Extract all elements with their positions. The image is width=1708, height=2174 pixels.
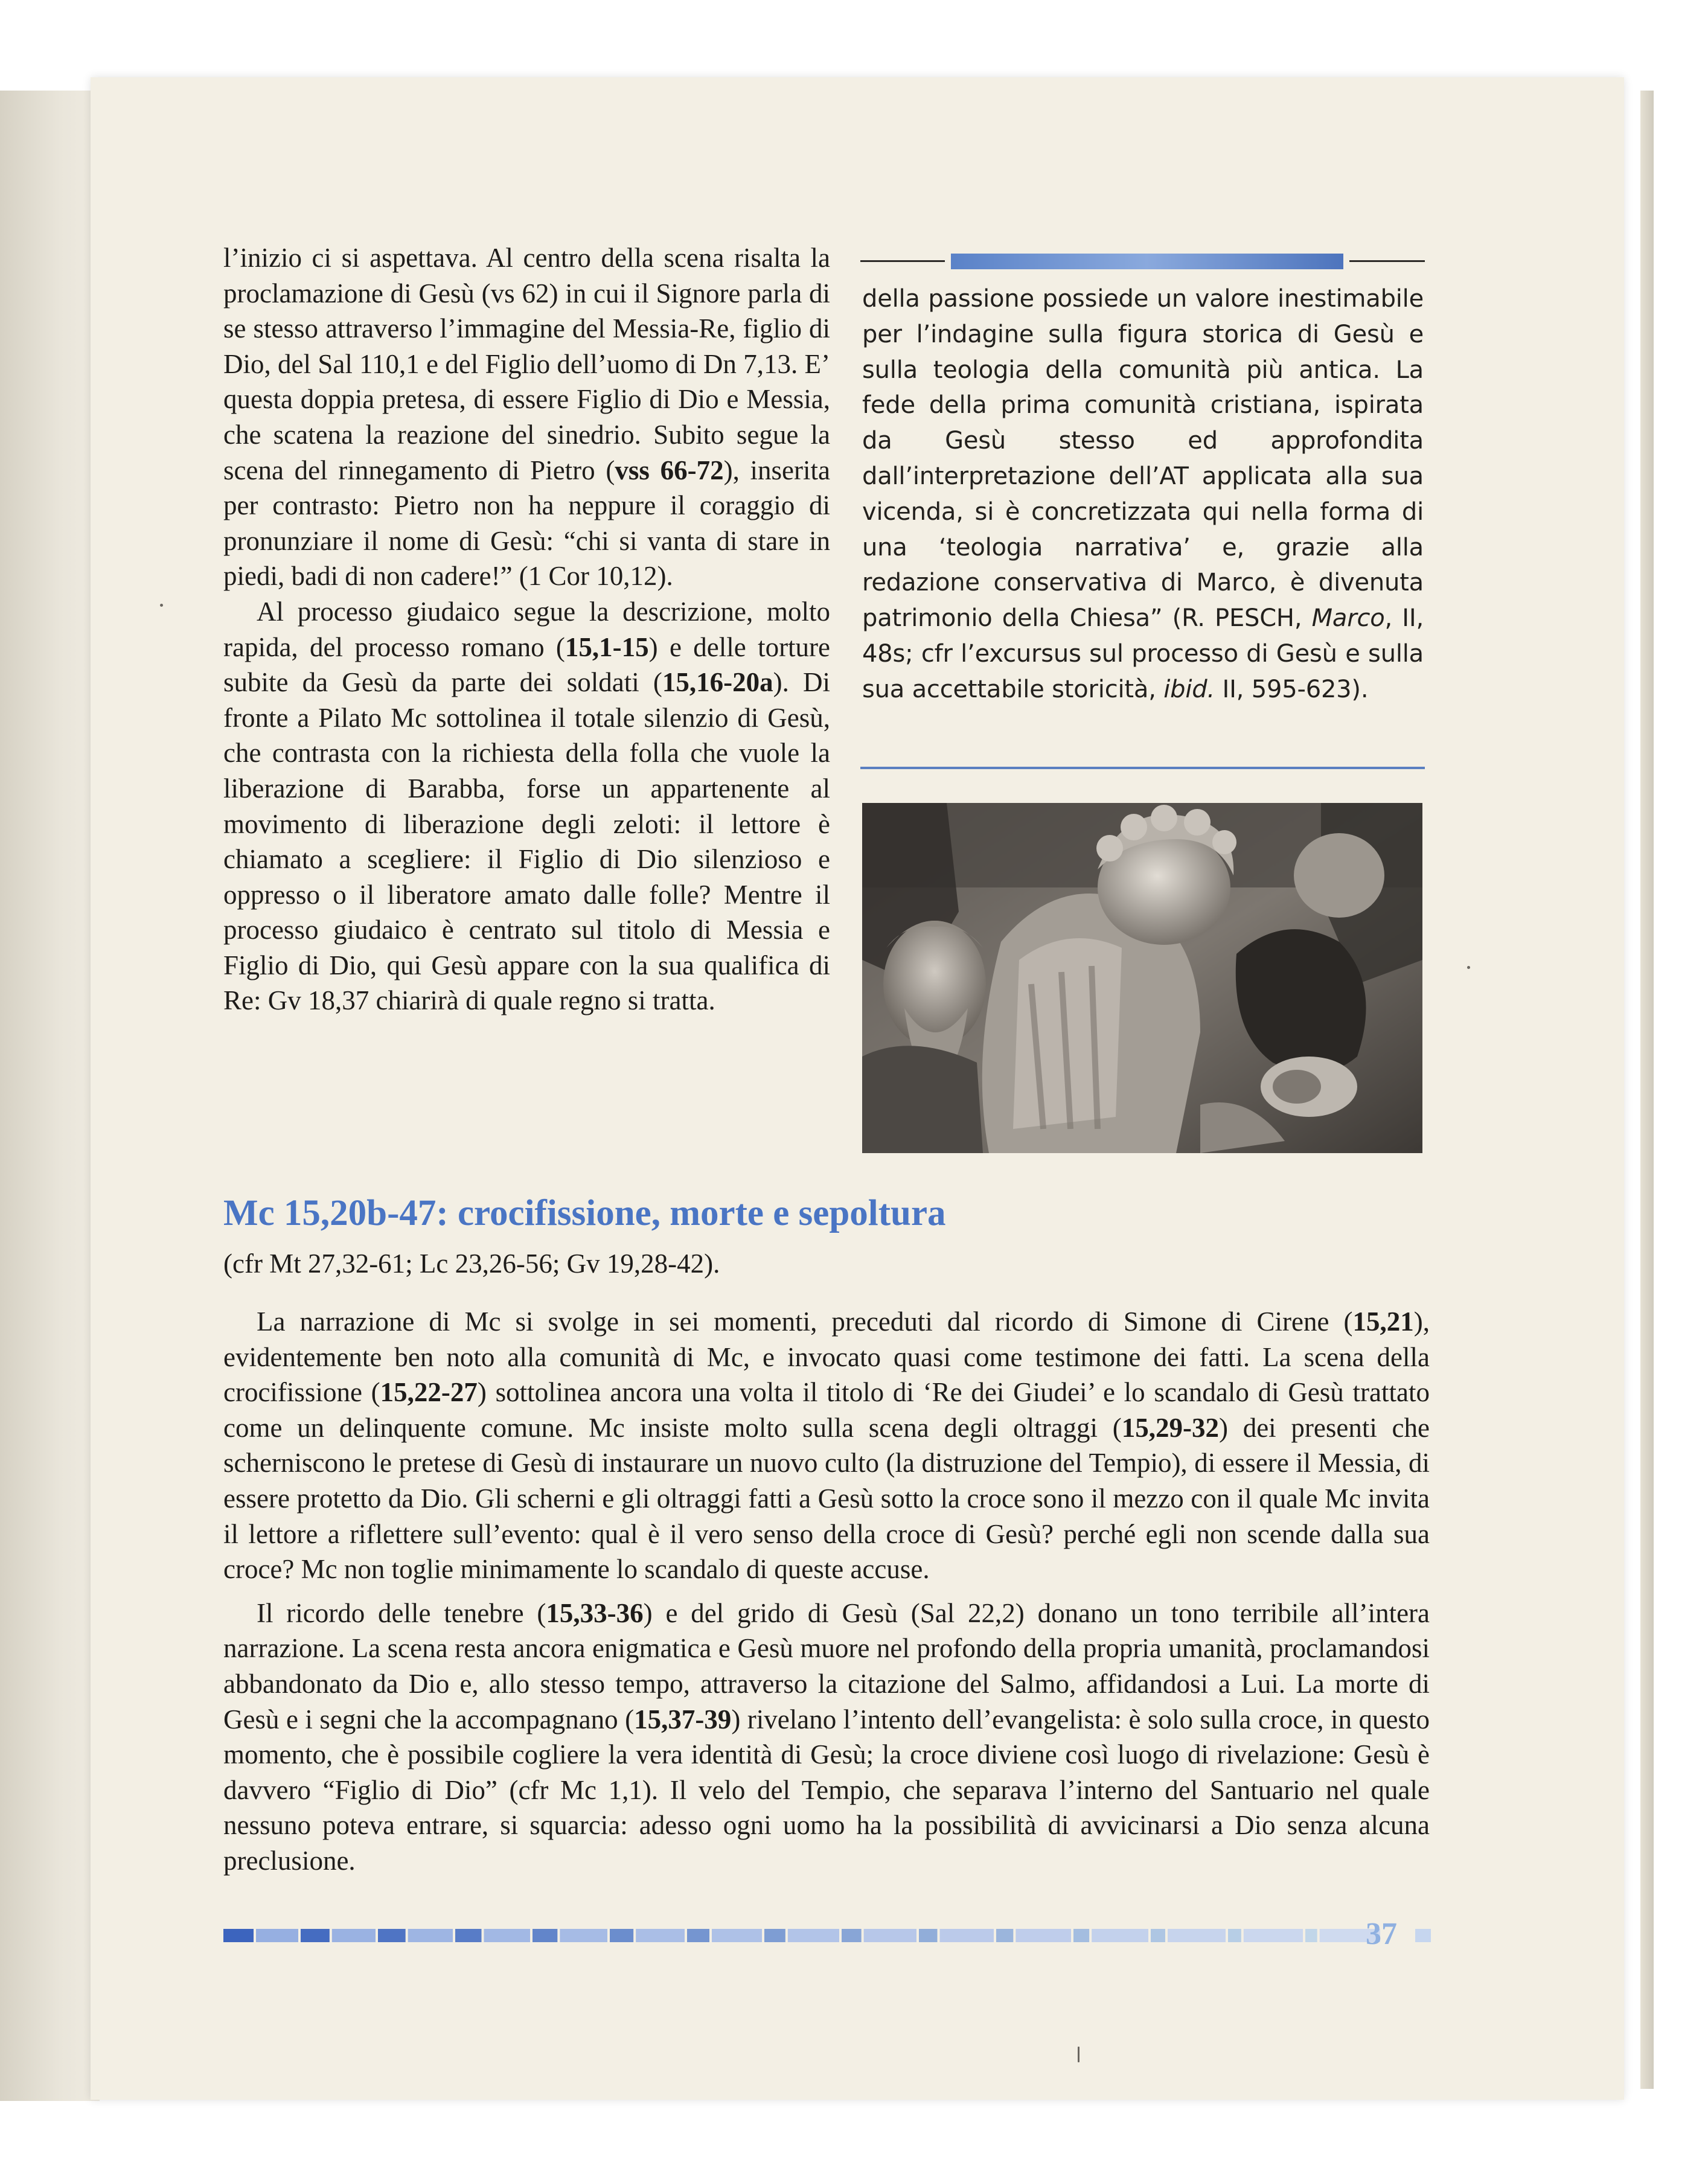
footer-bar-block	[788, 1929, 839, 1942]
text-run: ) e delle torture subite da Gesù da parte dei soldati (	[223, 631, 831, 698]
left-column-text	[223, 240, 830, 1018]
verse-reference: 15,29-32	[1121, 1412, 1219, 1443]
text-run: ) dei presenti che scherniscono le pretese di Gesù di instaurare un nuovo culto (la distruzione del Tempio), di essere il Messia, di essere protetto da Dio. Gli scherni e gli oltraggi fatti a Gesù sotto la croce sono il mezzo con il quale Mc invita il lettore a riflettere sull’evento: qual è il vero senso della croce di Gesù? perché egli non scende dalla sua croce? Mc non toglie minimamente lo scandalo di queste accuse.	[223, 1412, 1430, 1585]
text-run: ) e del grido di Gesù (Sal 22,2) donano un tono terribile all’intera narrazione. La scena resta ancora enigmatica e Gesù muore nel profondo della propria umanità, proclamandosi abbandonato da Dio e, allo stesso tempo, attraverso la citazione del Salmo, affidandosi a Lui. La morte di Gesù e i segni che la accompagnano (	[223, 1597, 1430, 1734]
footer-bar-block	[864, 1929, 916, 1942]
sidebar-rule-right	[1349, 260, 1425, 262]
footer-bar-block	[1151, 1929, 1165, 1942]
footer-bar-block	[1244, 1929, 1303, 1942]
page-edge	[1640, 91, 1654, 2089]
italic-citation: ibid.	[1163, 675, 1215, 703]
sidebar-rule-band	[951, 252, 1600, 270]
footer-bar-block	[1073, 1929, 1089, 1942]
footer-bar-block	[256, 1929, 298, 1942]
verse-reference: 15,22-27	[380, 1377, 478, 1408]
scan-speck	[1467, 966, 1470, 969]
scan-speck	[160, 604, 163, 607]
section-subheading: (cfr Mt 27,32-61; Lc 23,26-56; Gv 19,28-42).	[223, 1248, 720, 1279]
footer-bar-block	[842, 1929, 862, 1942]
paragraph	[223, 1304, 1430, 1587]
text-run: ), evidentemente ben noto alla comunità di Mc, e invocato quasi come testimone dei fatti. La scena della crocifissione (	[223, 1306, 1430, 1408]
book-spine-shadow	[0, 91, 100, 2101]
verse-reference: 15,16-20a	[662, 667, 773, 698]
footer-bar-block	[1092, 1929, 1148, 1942]
text-run: l’inizio ci si aspettava. Al centro della scena risalta la proclamazione di Gesù (vs 62) in cui il Signore parla di se stesso attraverso l’immagine del Messia-Re, figlio di Dio, del Sal 110,1 e del Figlio dell’uomo di Dn 7,13. E’ questa doppia pretesa, di essere Figlio di Dio e Messia, che scatena la reazione del sinedrio. Subito segue la scena del rinnegamento di Pietro (	[223, 243, 830, 485]
section-body-text	[223, 1304, 1430, 1879]
sculpture-photo	[862, 803, 1422, 1153]
footer-bar-block	[939, 1929, 994, 1942]
text-run: , II, 48s; cfr l’excursus sul processo di Gesù e sulla sua accettabile storicità,	[862, 604, 1424, 703]
sidebar-rule-left	[860, 260, 945, 262]
footer-bar-block	[560, 1929, 607, 1942]
paragraph	[223, 240, 830, 594]
paragraph	[223, 594, 830, 1018]
footer-bar-block	[996, 1929, 1013, 1942]
text-run: ) sottolinea ancora una volta il titolo di ‘Re dei Giudei’ e lo scandalo di Gesù trattato come un delinquente comune. Mc insiste molto sulla scena degli oltraggi (	[223, 1377, 1430, 1443]
footer-bar-block	[1016, 1929, 1071, 1942]
italic-citation: Marco	[1311, 604, 1385, 633]
footer-bar-block	[378, 1929, 406, 1942]
text-run: Al processo giudaico segue la descrizione, molto rapida, del processo romano (	[223, 596, 830, 662]
footer-bar-block	[610, 1929, 633, 1942]
page-number: 37	[1366, 1917, 1397, 1951]
verse-reference: vss 66-72	[615, 455, 724, 485]
verse-reference: 15,21	[1352, 1306, 1414, 1337]
text-run: II, 595-623).	[1214, 675, 1369, 703]
sidebar-quote	[862, 281, 1424, 708]
text-run: ) rivelano l’intento dell’evangelista: è solo sulla croce, in questo momento, che è possibile cogliere la vera identità di Gesù; la croce diviene così luogo di rivelazione: Gesù è davvero “Figlio di Dio” (cfr Mc 1,1). Il velo del Tempio, che separava l’interno del Santuario nel quale nessuno poteva entrare, si squarcia: adesso ogni uomo ha la possibilità di avvicinarsi a Dio senza alcuna preclusione.	[223, 1704, 1430, 1876]
footer-bar-block	[1168, 1929, 1226, 1942]
scan-speck	[1078, 2047, 1079, 2062]
footer-bar-block	[332, 1929, 376, 1942]
text-run: della passione possiede un valore inestimabile per l’indagine sulla figura storica di Gesù e sulla teologia della comunità più antica. La fede della prima comunità cristiana, ispirata da Gesù stesso ed approfondita dall’interpretazione dell’AT applicata alla sua vicenda, si è concretizzata qui nella forma di una ‘teologia narrativa’ e, grazie alla redazione conservativa di Marco, è divenuta patrimonio della Chiesa” (R. PESCH,	[862, 285, 1424, 633]
footer-bar-tail	[1415, 1929, 1431, 1942]
sculpture-relief-image	[862, 803, 1422, 1153]
footer-bar-block	[1228, 1929, 1241, 1942]
footer-bar-block	[919, 1929, 937, 1942]
footer-bar-block	[223, 1929, 254, 1942]
footer-bar-block	[1305, 1929, 1317, 1942]
footer-bar-block	[764, 1929, 785, 1942]
verse-reference: 15,33-36	[546, 1597, 644, 1628]
section-heading: Mc 15,20b-47: crocifissione, morte e sepoltura	[223, 1193, 946, 1233]
footer-decorative-bar	[223, 1929, 1413, 1942]
sidebar-bottom-rule	[860, 767, 1425, 769]
footer-bar-block	[484, 1929, 530, 1942]
text-run: ), inserita per contrasto: Pietro non ha neppure il coraggio di pronunziare il nome di Gesù: “chi si vanta di stare in piedi, badi di non cadere!” (1 Cor 10,12).	[223, 455, 830, 592]
footer-bar-block	[455, 1929, 481, 1942]
sidebar-top-rule	[860, 252, 1425, 270]
text-run: Il ricordo delle tenebre (	[257, 1597, 546, 1628]
footer-bar-block	[408, 1929, 453, 1942]
sidebar-paragraph	[862, 281, 1424, 708]
footer-bar-block	[301, 1929, 330, 1942]
paragraph	[223, 1596, 1430, 1879]
verse-reference: 15,37-39	[634, 1704, 732, 1734]
footer-bar-block	[712, 1929, 762, 1942]
text-run: La narrazione di Mc si svolge in sei momenti, preceduti dal ricordo di Simone di Cirene (	[257, 1306, 1353, 1337]
footer-bar-block	[687, 1929, 709, 1942]
text-run: ). Di fronte a Pilato Mc sottolinea il totale silenzio di Gesù, che contrasta con la richiesta della folla che vuole la liberazione di Barabba, forse un appartenente al movimento di liberazione degli zeloti: il lettore è chiamato a scegliere: il Figlio di Dio silenzioso e oppresso o il liberatore amato dalle folle? Mentre il processo giudaico è centrato sul titolo di Messia e Figlio di Dio, qui Gesù appare con la sua qualifica di Re: Gv 18,37 chiarirà di quale regno si tratta.	[223, 667, 830, 1016]
footer-bar-block	[533, 1929, 557, 1942]
verse-reference: 15,1-15	[565, 631, 649, 662]
footer-bar-block	[636, 1929, 685, 1942]
